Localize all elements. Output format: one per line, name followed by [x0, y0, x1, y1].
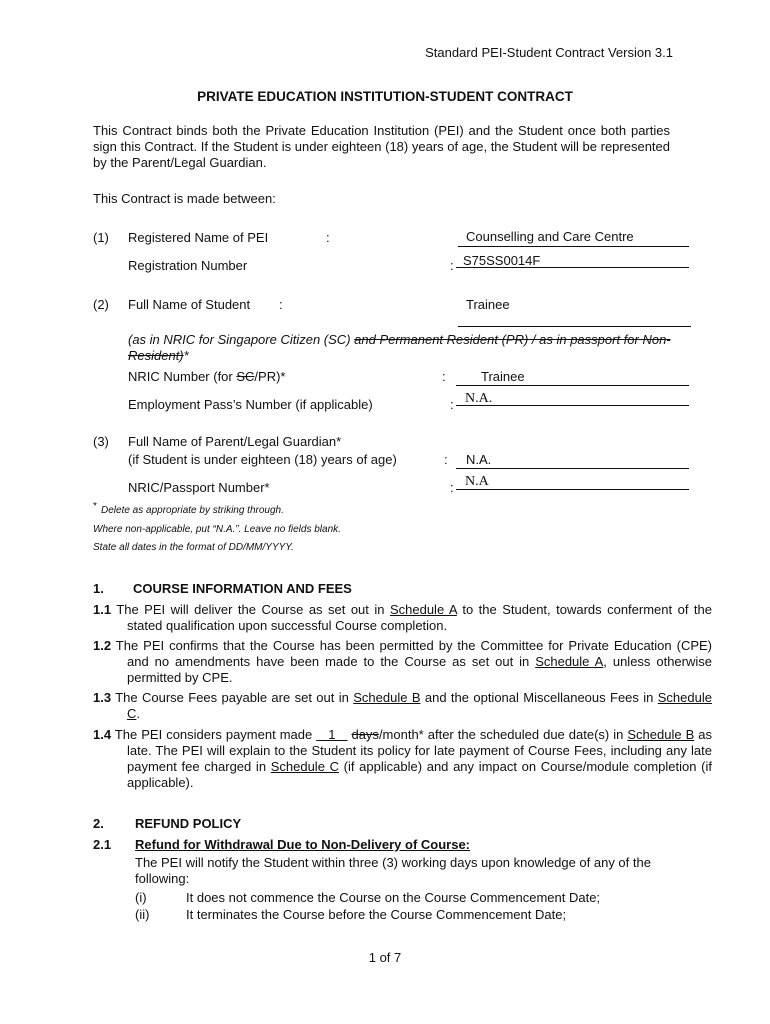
employment-pass-label: Employment Pass’s Number (if applicable) [128, 397, 373, 412]
registration-number-underline [456, 267, 689, 268]
party3-number: (3) [93, 434, 109, 449]
party1-number: (1) [93, 230, 109, 245]
colon: : [450, 258, 454, 273]
guardian-name-underline [456, 468, 689, 469]
section2-number: 2. [93, 816, 104, 831]
colon: : [326, 230, 330, 245]
clause-2-1-text: The PEI will notify the Student within three (3) working days upon knowledge of any of the following: [135, 855, 651, 886]
nric-field[interactable]: Trainee [481, 369, 525, 384]
footnote-star: * [93, 501, 97, 512]
clause-1-1: 1.1 The PEI will deliver the Course as set out in Schedule A to the Student, towards conferment of the stated qualification upon successful Course completion. [93, 602, 712, 633]
intro-paragraph: This Contract binds both the Private Education Institution (PEI) and the Student once both parties sign this Contract. If the Student is under eighteen (18) years of age, the Student will be represented by the Parent/Legal Guardian. [93, 123, 670, 170]
guardian-age-note: (if Student is under eighteen (18) years of age) [128, 452, 397, 467]
list-item-number: (i) [135, 890, 147, 905]
section1-number: 1. [93, 581, 104, 596]
pei-name-field[interactable]: Counselling and Care Centre [466, 229, 634, 244]
registration-number-field[interactable]: S75SS0014F [463, 253, 541, 268]
clause-1-4: 1.4 The PEI considers payment made 1 days/month* after the scheduled due date(s) in Schedule B as late. The PEI will explain to the Student its policy for late payment of Course Fees, including any late payment fee charged in Schedule C (if applicable) and any impact on Course/module completion (if applicable). [93, 727, 712, 790]
made-between-text: This Contract is made between: [93, 191, 276, 206]
section1-title: COURSE INFORMATION AND FEES [133, 581, 352, 596]
document-version-header: Standard PEI-Student Contract Version 3.1 [425, 45, 673, 60]
late-payment-period-field[interactable]: 1 [316, 727, 348, 742]
nric-label: NRIC Number (for SC/PR)* [128, 369, 286, 384]
party2-number: (2) [93, 297, 109, 312]
colon: : [442, 369, 446, 384]
student-name-underline [458, 326, 691, 327]
list-item-text: It terminates the Course before the Course Commencement Date; [186, 907, 567, 922]
page-number: 1 of 7 [368, 950, 402, 965]
footnote-na-instruction: Where non-applicable, put “N.A.”. Leave no fields blank. [93, 524, 341, 535]
guardian-name-label: Full Name of Parent/Legal Guardian* [128, 434, 342, 449]
nric-underline [456, 385, 689, 386]
student-name-label: Full Name of Student [128, 297, 251, 312]
guardian-passport-label: NRIC/Passport Number* [128, 480, 270, 495]
footnote-date-format: State all dates in the format of DD/MM/YYYY. [93, 542, 294, 553]
guardian-name-field[interactable]: N.A. [466, 452, 492, 467]
pei-name-underline [458, 246, 689, 247]
colon: : [279, 297, 283, 312]
section2-title: REFUND POLICY [135, 816, 242, 831]
registration-number-label: Registration Number [128, 258, 248, 273]
guardian-passport-underline [456, 489, 689, 490]
clause-2-1-number: 2.1 [93, 837, 112, 852]
employment-pass-underline [456, 405, 689, 406]
colon: : [450, 480, 454, 495]
document-title: PRIVATE EDUCATION INSTITUTION-STUDENT CONTRACT [197, 89, 573, 104]
clause-2-1-title: Refund for Withdrawal Due to Non-Delivery of Course: [135, 837, 471, 852]
guardian-passport-field[interactable]: N.A [465, 474, 489, 489]
employment-pass-field[interactable]: N.A. [465, 391, 493, 406]
colon: : [444, 452, 448, 467]
name-format-note: (as in NRIC for Singapore Citizen (SC) and Permanent Resident (PR) / as in passport for Non-Resident)* [128, 332, 671, 363]
pei-name-label: Registered Name of PEI [128, 230, 269, 245]
clause-1-3: 1.3 The Course Fees payable are set out in Schedule B and the optional Miscellaneous Fees in Schedule C. [93, 690, 712, 721]
list-item-number: (ii) [135, 907, 150, 922]
list-item-text: It does not commence the Course on the Course Commencement Date; [186, 890, 601, 905]
footnote-strike-instruction: Delete as appropriate by striking through. [101, 505, 284, 516]
clause-1-2: 1.2 The PEI confirms that the Course has been permitted by the Committee for Private Education (CPE) and no amendments have been made to the Course as set out in Schedule A, unless otherwise permitted by CPE. [93, 638, 712, 685]
colon: : [450, 397, 454, 412]
student-name-field[interactable]: Trainee [466, 297, 510, 312]
